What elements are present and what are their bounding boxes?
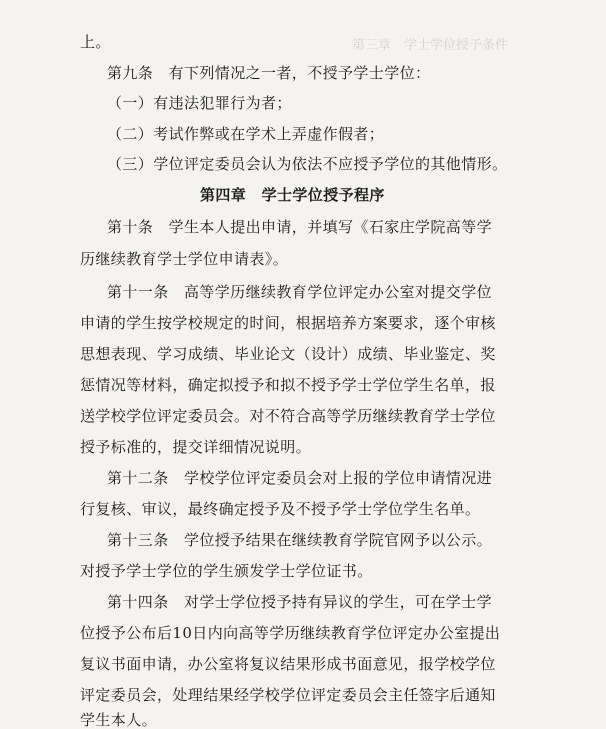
article-9-line: 第九条 有下列情况之一者，不授予学士学位： [107, 64, 431, 82]
list-item: （二）考试作弊或在学术上弄虚作假者； [107, 125, 385, 143]
text-line: 思想表现、学习成绩、毕业论文（设计）成绩、毕业鉴定、奖 [80, 345, 496, 363]
text-line: 惩情况等材料，确定拟授予和拟不授予学士学位学生名单，报 [80, 376, 496, 394]
list-item: （一）有违法犯罪行为者； [107, 94, 292, 112]
text-line: 申请的学生按学校规定的时间，根据培养方案要求，逐个审核 [80, 314, 496, 332]
text-line: 行复核、审议，最终确定授予及不授予学士学位学生名单。 [80, 500, 481, 518]
text-line: 位授予公布后10日内向高等学历继续教育学位评定办公室提出 [80, 624, 501, 642]
chapter-heading: 第四章 学士学位授予程序 [200, 186, 385, 204]
text-line: 学生本人。 [80, 711, 158, 729]
text-line: 送学校学位评定委员会。对不符合高等学历继续教育学士学位 [80, 407, 496, 425]
text-line: 对授予学士学位的学生颁发学士学位证书。 [80, 562, 373, 580]
text-line: 复议书面申请，办公室将复议结果形成书面意见，报学校学位 [80, 655, 496, 673]
article-13-line: 第十三条 学位授予结果在继续教育学院官网予以公示。 [107, 531, 493, 549]
article-11-line: 第十一条 高等学历继续教育学位评定办公室对提交学位 [107, 283, 493, 301]
bleed-through-text: 第三章 学士学位授予条件 [352, 38, 509, 53]
text-line: 授予标准的，提交详细情况说明。 [80, 438, 312, 456]
article-12-line: 第十二条 学校学位评定委员会对上报的学位申请情况进 [107, 469, 493, 487]
article-10-line: 第十条 学生本人提出申请，并填写《石家庄学院高等学 [107, 218, 493, 236]
text-line: 历继续教育学士学位申请表》。 [80, 250, 289, 268]
list-item: （三）学位评定委员会认为依法不应授予学位的其他情形。 [107, 155, 508, 173]
article-14-line: 第十四条 对学士学位授予持有异议的学生，可在学士学 [107, 593, 493, 611]
text-line: 上。 [80, 33, 111, 51]
text-line: 评定委员会，处理结果经学校学位评定委员会主任签字后通知 [80, 686, 496, 704]
